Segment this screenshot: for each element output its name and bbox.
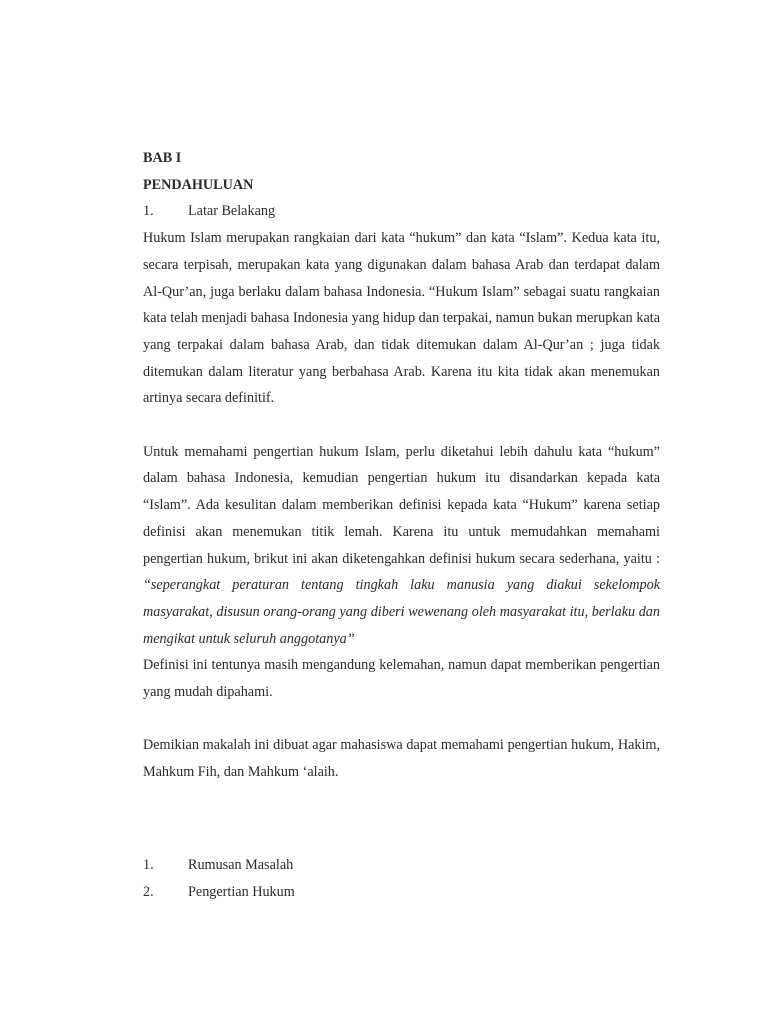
list-item-label: Rumusan Masalah: [188, 856, 294, 873]
list-item: [143, 852, 660, 879]
list-item: [143, 879, 660, 906]
chapter-title: PENDAHULUAN: [143, 176, 254, 193]
list-item-number: 2.: [143, 883, 154, 900]
list-item-number: 1.: [143, 856, 154, 873]
paragraph-gap: [143, 706, 660, 733]
list-item-label: Pengertian Hukum: [188, 883, 295, 900]
section-number: 1.: [143, 203, 154, 220]
definition-quote: “seperangkat peraturan tentang tingkah laku manusia yang diakui sekelompok masyarakat, disusun orang-orang yang diberi wewenang oleh masyarakat itu, berlaku dan mengikat untuk seluruh anggotanya”: [143, 577, 660, 647]
paragraph-gap: [143, 412, 660, 439]
paragraph-background: Hukum Islam merupakan rangkaian dari kata “hukum” dan kata “Islam”. Kedua kata itu, secara terpisah, merupakan kata yang digunakan dalam bahasa Arab dan terdapat dalam Al-Qur’an, juga berlaku dalam bahasa Indonesia. “Hukum Islam” sebagai suatu rangkaian kata telah menjadi bahasa Indonesia yang hidup dan terpakai, namun bukan merupkan kata yang terpakai dalam bahasa Arab, dan tidak ditemukan dalam Al-Qur’an ; juga tidak ditemukan dalam literatur yang berbahasa Arab. Karena itu kita tidak akan menemukan artinya secara definitif.: [143, 230, 660, 407]
section-heading: [143, 198, 660, 225]
section-gap: [143, 786, 660, 852]
definition-intro: Untuk memahami pengertian hukum Islam, perlu diketahui lebih dahulu kata “hukum” dalam bahasa Indonesia, kemudian pengertian hukum itu disandarkan kepada kata “Islam”. Ada kesulitan dalam memberikan definisi kepada kata “Hukum” karena setiap definisi akan menemukan titik lemah. Karena itu untuk memudahkan memahami pengertian hukum, brikut ini akan diketengahkan definisi hukum secara sederhana, yaitu :: [143, 443, 660, 567]
paragraph-closing: Demikian makalah ini dibuat agar mahasiswa dapat memahami pengertian hukum, Hakim, Mahkum Fih, dan Mahkum ‘alaih.: [143, 737, 660, 781]
paragraph-note: Definisi ini tentunya masih mengandung kelemahan, namun dapat memberikan pengertian yang mudah dipahami.: [143, 657, 660, 701]
chapter-number: BAB I: [143, 150, 182, 166]
paragraph-definition: [143, 439, 660, 653]
section-label: Latar Belakang: [188, 203, 276, 220]
document-body: [143, 145, 660, 905]
